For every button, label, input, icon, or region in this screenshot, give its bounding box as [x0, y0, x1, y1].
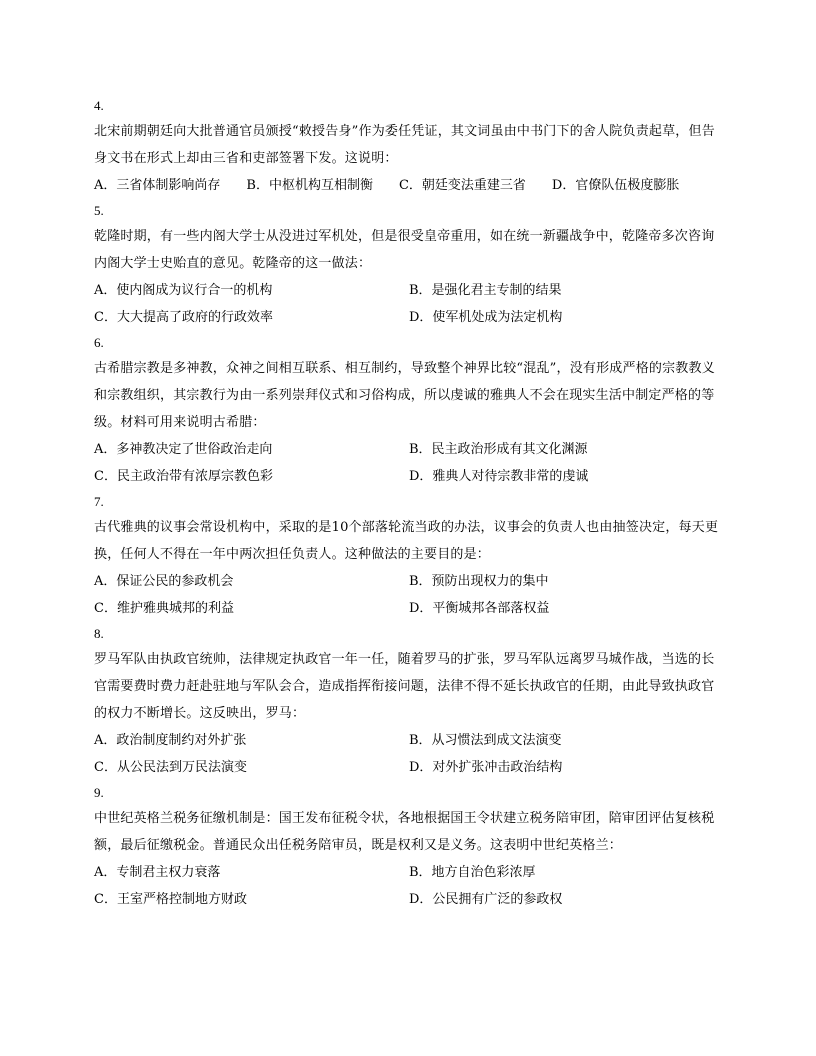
option-b: B．是强化君主专制的结果	[409, 283, 562, 298]
option-a: A．多神教决定了世俗政治走向	[94, 442, 273, 457]
option-b: B．从习惯法到成文法演变	[409, 733, 562, 748]
question-5	[94, 199, 724, 331]
question-number: 4.	[94, 98, 104, 113]
question-stem: 古希腊宗教是多神教，众神之间相互联系、相互制约，导致整个神界比较“混乱”，没有形成严格的宗教教义和宗教组织，其宗教行为由一系列崇拜仪式和习俗构成，所以虔诚的雅典人不会在现实生活中制定严格的等级。材料可用来说明古希腊：	[94, 361, 715, 430]
option-c: C．维护雅典城邦的利益	[94, 601, 234, 616]
option-a: A．专制君主权力衰落	[94, 865, 221, 880]
options-grid	[94, 568, 724, 622]
option-c: C．王室严格控制地方财政	[94, 892, 247, 907]
option-d: D．对外扩张冲击政治结构	[409, 760, 563, 775]
question-stem: 中世纪英格兰税务征缴机制是：国王发布征税令状，各地根据国王令状建立税务陪审团，陪审团评估复核税额，最后征缴税金。普通民众出任税务陪审员，既是权利又是义务。这表明中世纪英格兰：	[94, 811, 715, 853]
option-b: B．预防出现权力的集中	[409, 574, 549, 589]
question-6	[94, 331, 724, 490]
option-b: B．民主政治形成有其文化渊源	[409, 442, 588, 457]
options-grid	[94, 436, 724, 490]
question-stem: 北宋前期朝廷向大批普通官员颁授“敕授告身”作为委任凭证，其文词虽由中书门下的舍人院负责起草，但告身文书在形式上却由三省和吏部签署下发。这说明：	[94, 124, 715, 166]
option-d: D．官僚队伍极度膨胀	[551, 178, 680, 193]
option-d: D．使军机处成为法定机构	[409, 310, 563, 325]
option-a: A．使内阁成为议行合一的机构	[94, 283, 273, 298]
options-grid	[94, 277, 724, 331]
question-number: 7.	[94, 494, 104, 509]
question-number: 8.	[94, 626, 104, 641]
question-number: 5.	[94, 203, 104, 218]
question-8	[94, 622, 724, 781]
option-d: D．公民拥有广泛的参政权	[409, 892, 563, 907]
question-number: 9.	[94, 785, 104, 800]
question-stem: 乾隆时期，有一些内阁大学士从没进过军机处，但是很受皇帝重用，如在统一新疆战争中，乾隆帝多次咨询内阁大学士史贻直的意见。乾隆帝的这一做法：	[94, 229, 715, 271]
question-7	[94, 490, 724, 622]
options-grid	[94, 859, 724, 913]
question-page	[94, 94, 724, 913]
option-a: A．保证公民的参政机会	[94, 574, 234, 589]
option-c: C．从公民法到万民法演变	[94, 760, 247, 775]
question-9	[94, 781, 724, 913]
option-a: A．三省体制影响尚存	[94, 178, 221, 193]
option-d: D．雅典人对待宗教非常的虔诚	[409, 469, 589, 484]
question-stem: 罗马军队由执政官统帅，法律规定执政官一年一任，随着罗马的扩张，罗马军队远离罗马城作战，当选的长官需要费时费力赶赴驻地与军队会合，造成指挥衔接问题，法律不得不延长执政官的任期，由此导致执政官的权力不断增长。这反映出，罗马：	[94, 652, 715, 721]
option-b: B．中枢机构互相制衡	[246, 178, 373, 193]
question-number: 6.	[94, 335, 104, 350]
question-4	[94, 94, 724, 199]
option-c: C．大大提高了政府的行政效率	[94, 310, 273, 325]
options-grid	[94, 727, 724, 781]
option-c: C．朝廷变法重建三省	[398, 178, 526, 193]
option-d: D．平衡城邦各部落权益	[409, 601, 550, 616]
options-row	[94, 172, 724, 199]
option-b: B．地方自治色彩浓厚	[409, 865, 536, 880]
option-c: C．民主政治带有浓厚宗教色彩	[94, 469, 273, 484]
option-a: A．政治制度制约对外扩张	[94, 733, 247, 748]
question-stem: 古代雅典的议事会常设机构中，采取的是10个部落轮流当政的办法，议事会的负责人也由抽签决定，每天更换，任何人不得在一年中两次担任负责人。这种做法的主要目的是：	[94, 520, 719, 562]
